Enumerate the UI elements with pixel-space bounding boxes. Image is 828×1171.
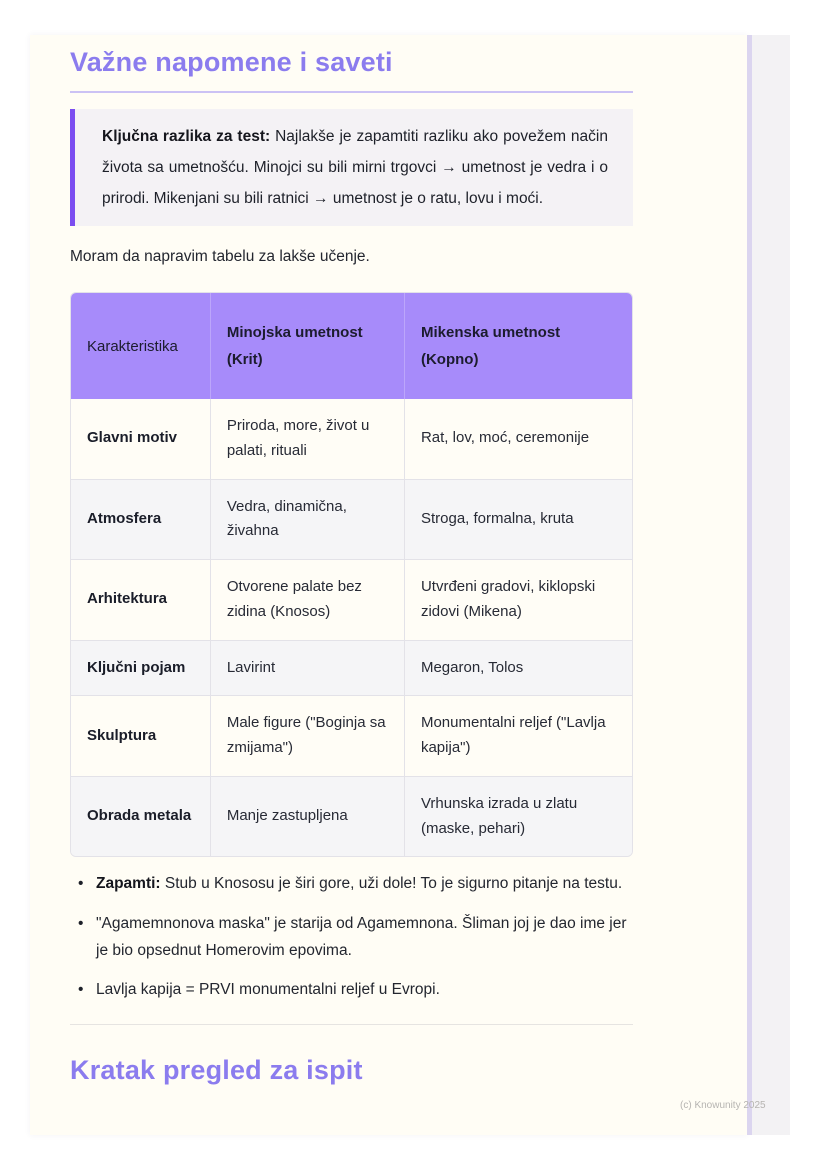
- list-item-lead: Zapamti:: [96, 875, 161, 893]
- table-cell: Priroda, more, život u palati, rituali: [211, 399, 405, 480]
- section-divider: [70, 1024, 633, 1025]
- page-edge-strip: [752, 35, 790, 1135]
- table-cell: Obrada metala: [71, 777, 211, 857]
- table-cell: Monumentalni reljef ("Lavlja kapija"): [405, 696, 632, 777]
- section-title-notes: Važne napomene i saveti: [70, 47, 633, 93]
- table-row: [71, 777, 632, 857]
- tips-list: [70, 871, 633, 1004]
- table-cell: Megaron, Tolos: [405, 641, 632, 697]
- list-item: [70, 977, 633, 1004]
- table-cell: Skulptura: [71, 696, 211, 777]
- callout-text: Najlakše je zapamtiti razliku ako povežem način života sa umetnošću. Minojci su bili mirni trgovci → umetnost je vedra i o prirodi. Mikenjani su bili ratnici → umetnost je o ratu, lovu i moći.: [102, 128, 608, 207]
- table-cell: Lavirint: [211, 641, 405, 697]
- table-cell: Vrhunska izrada u zlatu (maske, pehari): [405, 777, 632, 857]
- table-cell: Stroga, formalna, kruta: [405, 480, 632, 561]
- list-item: [70, 911, 633, 964]
- table-cell: Male figure ("Boginja sa zmijama"): [211, 696, 405, 777]
- callout-lead: Ključna razlika za test:: [102, 128, 271, 145]
- table-cell: Atmosfera: [71, 480, 211, 561]
- document-page: [30, 35, 747, 1135]
- table-header-mycenaean: Mikenska umetnost (Kopno): [405, 293, 632, 399]
- table-row: [71, 480, 632, 561]
- list-item: [70, 871, 633, 898]
- copyright-watermark: (c) Knowunity 2025: [680, 1100, 766, 1111]
- table-cell: Vedra, dinamična, živahna: [211, 480, 405, 561]
- table-cell: Otvorene palate bez zidina (Knosos): [211, 560, 405, 641]
- table-header-row: [71, 293, 632, 399]
- table-cell: Rat, lov, moć, ceremonije: [405, 399, 632, 480]
- comparison-table: [70, 292, 633, 857]
- list-item-text: Stub u Knososu je širi gore, uži dole! To je sigurno pitanje na testu.: [160, 875, 623, 893]
- table-row: [71, 641, 632, 697]
- table-cell: Arhitektura: [71, 560, 211, 641]
- table-cell: Glavni motiv: [71, 399, 211, 480]
- section-title-review: Kratak pregled za ispit: [70, 1054, 363, 1085]
- intro-paragraph: Moram da napravim tabelu za lakše učenje.: [70, 248, 370, 265]
- table-row: [71, 560, 632, 641]
- list-item-text: "Agamemnonova maska" je starija od Agamemnona. Šliman joj je dao ime jer je bio opsednut Homerovim epovima.: [96, 914, 627, 959]
- table-header-minoan: Minojska umetnost (Krit): [211, 293, 405, 399]
- list-item-text: Lavlja kapija = PRVI monumentalni reljef u Evropi.: [96, 981, 440, 999]
- table-row: [71, 399, 632, 480]
- table-cell: Manje zastupljena: [211, 777, 405, 857]
- table-cell: Ključni pojam: [71, 641, 211, 697]
- table-row: [71, 696, 632, 777]
- table-cell: Utvrđeni gradovi, kiklopski zidovi (Mikena): [405, 560, 632, 641]
- table-header-characteristic: Karakteristika: [71, 293, 211, 399]
- key-difference-callout: [70, 109, 633, 226]
